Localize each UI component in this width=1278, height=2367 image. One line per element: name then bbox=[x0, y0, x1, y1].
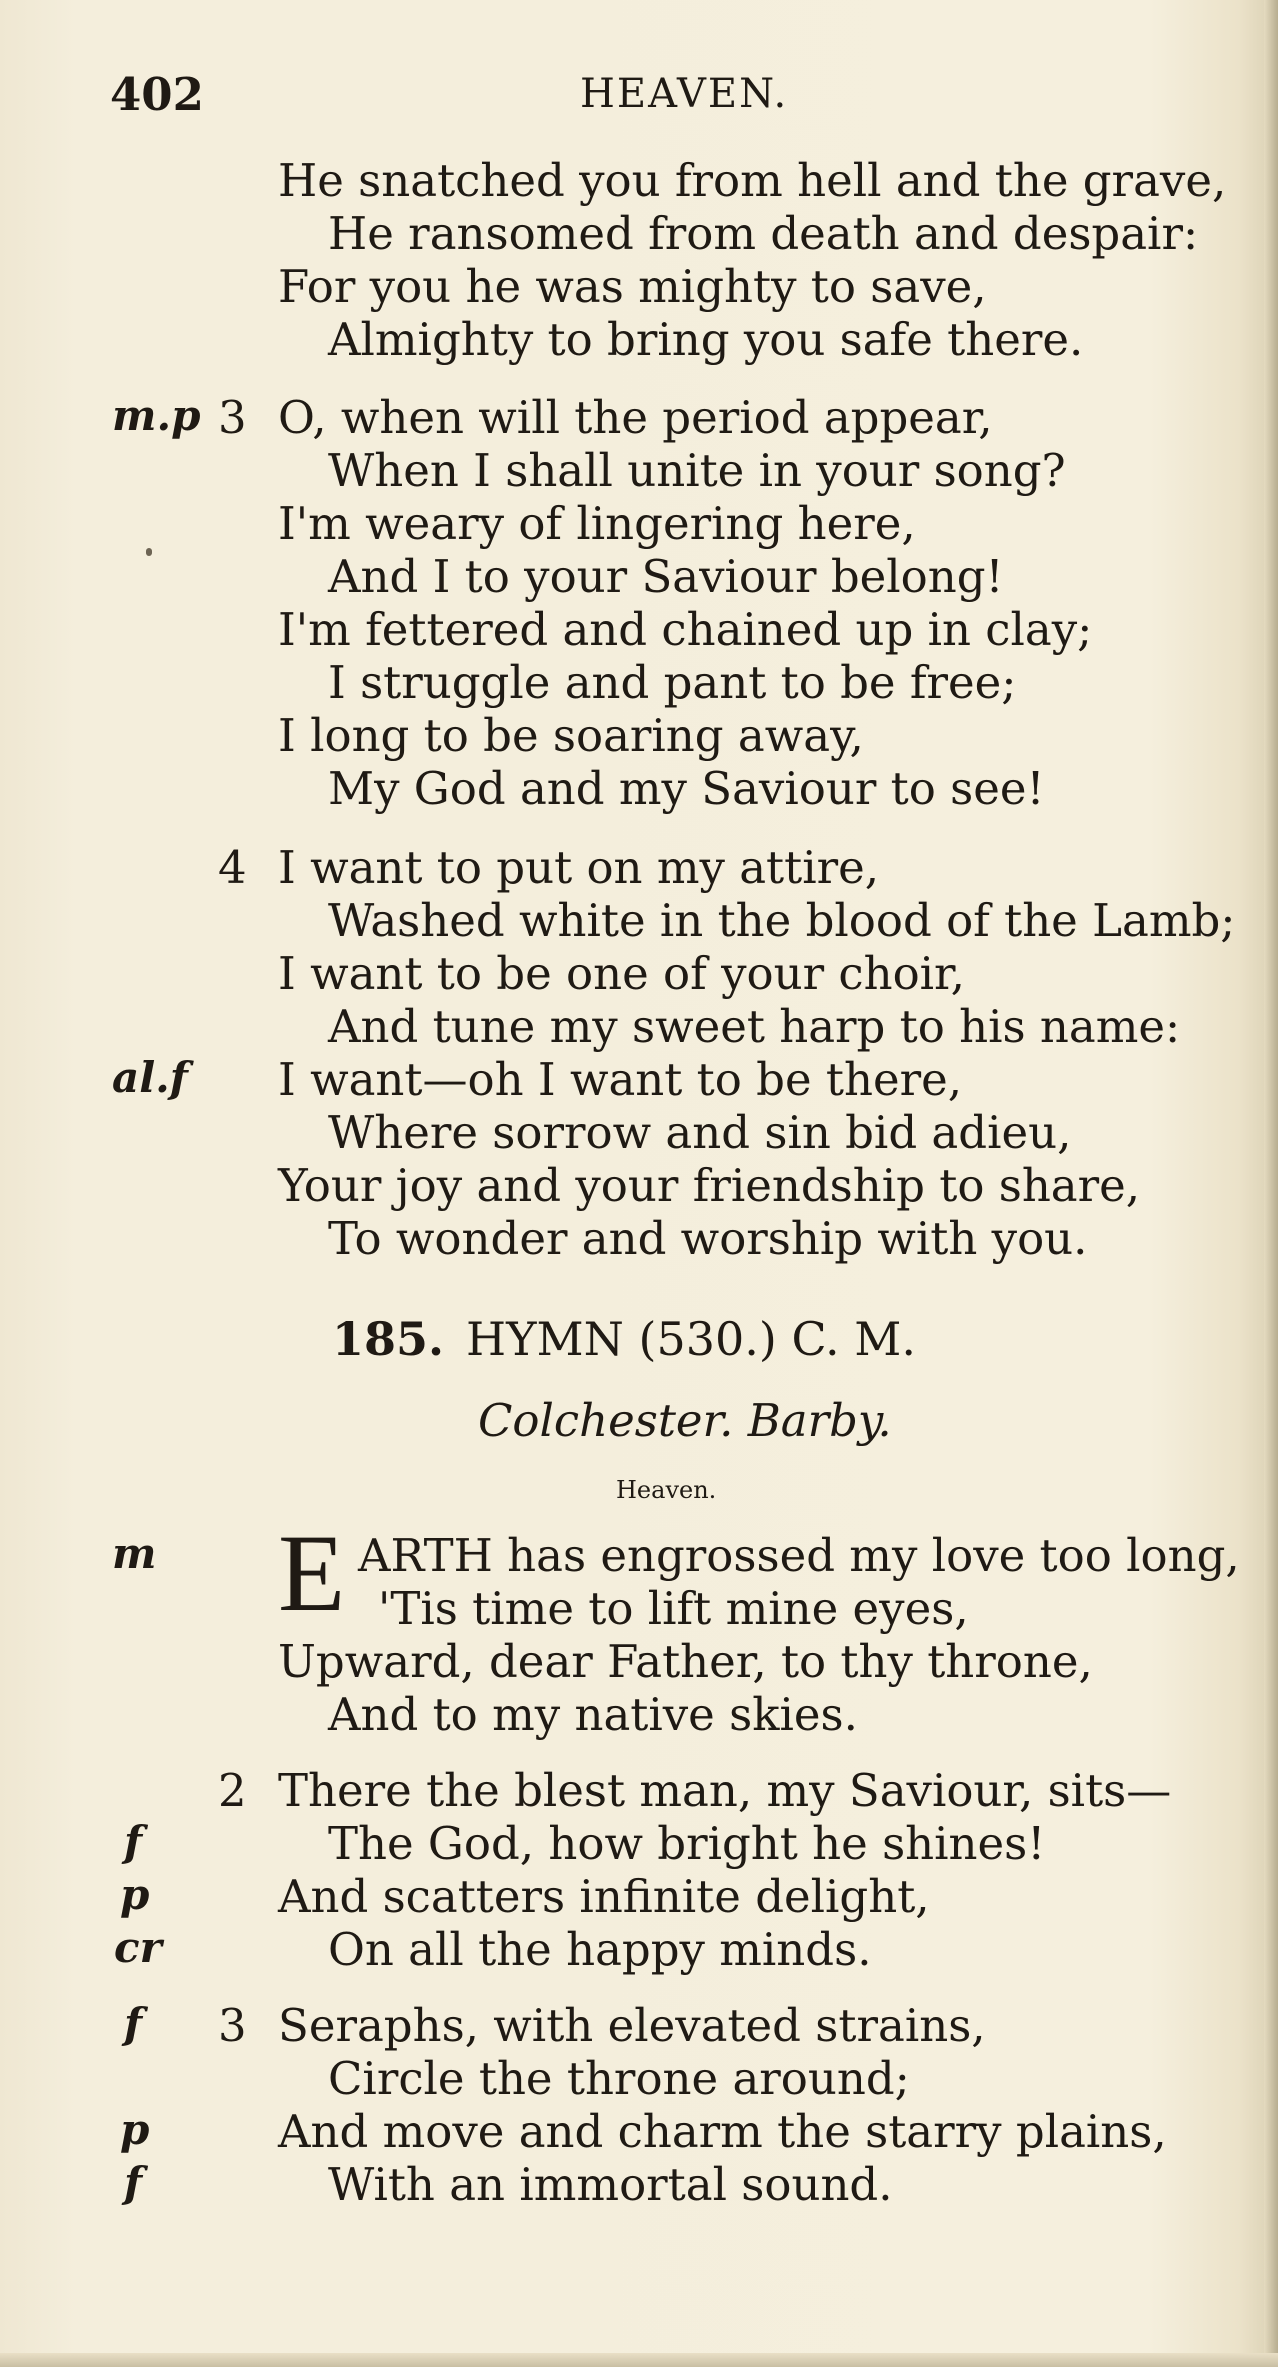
verse-line: And move and charm the starry plains, bbox=[278, 2105, 1167, 2158]
hymn-title: HYMN (530.) C. M. bbox=[466, 1312, 916, 1366]
dynamic-mark: p bbox=[120, 2105, 150, 2154]
dynamic-mark: m.p bbox=[112, 391, 201, 440]
verse-line: 'Tis time to lift mine eyes, bbox=[378, 1582, 969, 1635]
verse-line: And tune my sweet harp to his name: bbox=[328, 1000, 1181, 1053]
verse-line: Almighty to bring you safe there. bbox=[328, 313, 1084, 366]
verse-line: He ransomed from death and despair: bbox=[328, 207, 1199, 260]
verse-line: Your joy and your friendship to share, bbox=[278, 1159, 1141, 1212]
page-bottom-edge bbox=[0, 2353, 1278, 2367]
dynamic-mark: f bbox=[124, 1817, 143, 1866]
verse-number: 4 bbox=[218, 841, 247, 894]
verse-line: I long to be soaring away, bbox=[278, 709, 864, 762]
verse-line: On all the happy minds. bbox=[328, 1923, 872, 1976]
verse-line: And scatters infinite delight, bbox=[278, 1870, 930, 1923]
verse-line: There the blest man, my Saviour, sits— bbox=[278, 1764, 1172, 1817]
verse-line: And I to your Saviour belong! bbox=[328, 550, 1004, 603]
verse-line: I'm weary of lingering here, bbox=[278, 497, 916, 550]
dynamic-mark: f bbox=[124, 1999, 143, 2048]
verse-line: The God, how bright he shines! bbox=[328, 1817, 1046, 1870]
page-number: 402 bbox=[110, 68, 204, 121]
verse-line: He snatched you from hell and the grave, bbox=[278, 154, 1227, 207]
verse-line: When I shall unite in your song? bbox=[328, 444, 1066, 497]
verse-number: 2 bbox=[218, 1764, 247, 1817]
drop-capital: E bbox=[278, 1512, 346, 1634]
hymn-subject: Heaven. bbox=[616, 1476, 717, 1504]
verse-line: I struggle and pant to be free; bbox=[328, 656, 1017, 709]
page-edge-shadow bbox=[1264, 0, 1278, 2367]
verse-line: O, when will the period appear, bbox=[278, 391, 993, 444]
dynamic-mark: p bbox=[120, 1870, 150, 1919]
verse-line: Circle the throne around; bbox=[328, 2052, 910, 2105]
verse-line: I want to put on my attire, bbox=[278, 841, 880, 894]
tune-names: Colchester. Barby. bbox=[478, 1394, 892, 1447]
verse-line: And to my native skies. bbox=[328, 1688, 858, 1741]
dynamic-mark: m bbox=[112, 1529, 157, 1578]
verse-line: I'm fettered and chained up in clay; bbox=[278, 603, 1093, 656]
hymn-heading bbox=[332, 1312, 916, 1366]
verse-line: Seraphs, with elevated strains, bbox=[278, 1999, 986, 2052]
dynamic-mark: f bbox=[124, 2158, 143, 2207]
verse-line: Where sorrow and sin bid adieu, bbox=[328, 1106, 1072, 1159]
ink-speck bbox=[146, 548, 152, 556]
verse-line: I want—oh I want to be there, bbox=[278, 1053, 963, 1106]
verse-line: My God and my Saviour to see! bbox=[328, 762, 1045, 815]
verse-line: With an immortal sound. bbox=[328, 2158, 893, 2211]
verse-line: Upward, dear Father, to thy throne, bbox=[278, 1635, 1093, 1688]
verse-line: Washed white in the blood of the Lamb; bbox=[328, 894, 1236, 947]
verse-number: 3 bbox=[218, 391, 247, 444]
dynamic-mark: al.f bbox=[112, 1053, 188, 1102]
verse-line: To wonder and worship with you. bbox=[328, 1212, 1088, 1265]
verse-number: 3 bbox=[218, 1999, 247, 2052]
verse-line: For you he was mighty to save, bbox=[278, 260, 987, 313]
verse-line: I want to be one of your choir, bbox=[278, 947, 965, 1000]
running-head: HEAVEN. bbox=[580, 71, 789, 117]
hymn-number: 185. bbox=[332, 1312, 445, 1366]
dynamic-mark: cr bbox=[114, 1923, 162, 1972]
verse-line: ARTH has engrossed my love too long, bbox=[358, 1529, 1240, 1582]
